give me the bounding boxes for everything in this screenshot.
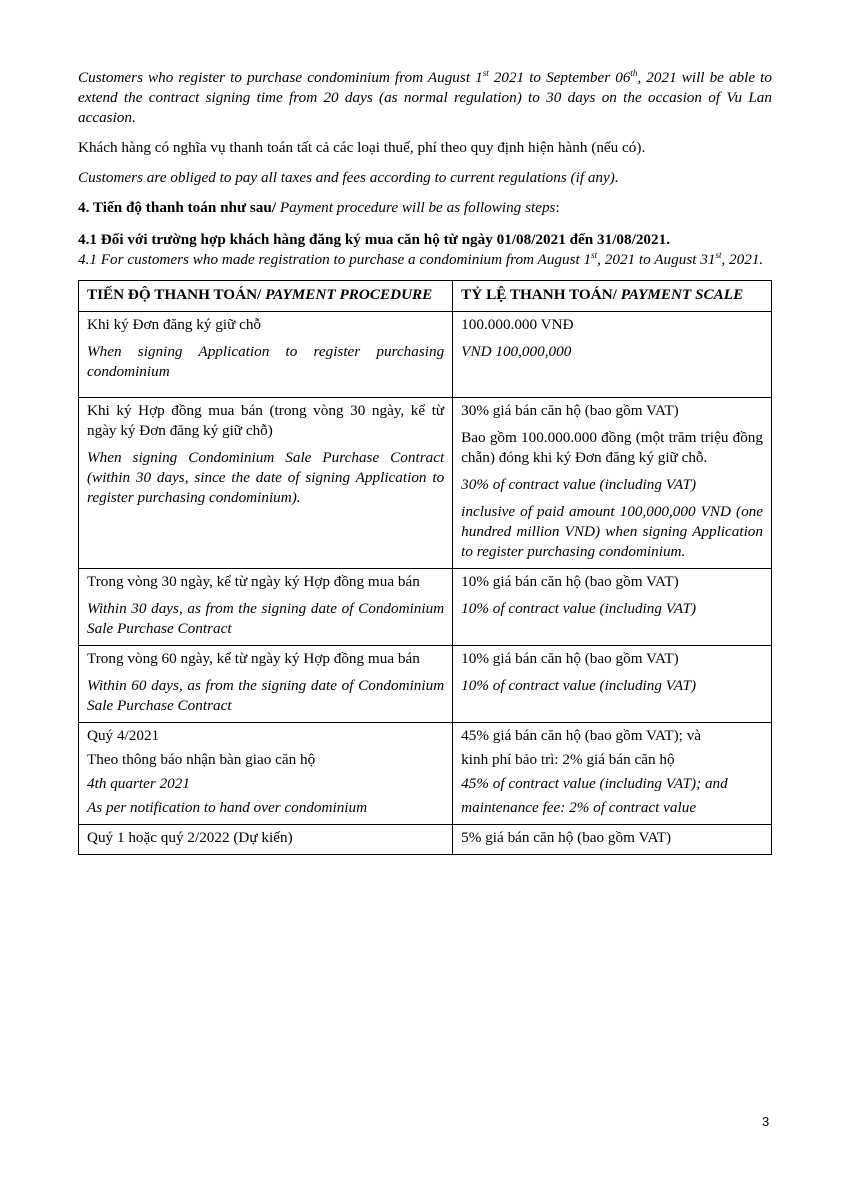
scale-cell xyxy=(453,569,772,646)
procedure-vi: Quý 1 hoặc quý 2/2022 (Dự kiến) xyxy=(87,829,293,846)
procedure-cell xyxy=(79,825,453,855)
scale-cell xyxy=(453,825,772,855)
scale-en: VND 100,000,000 xyxy=(461,343,572,360)
taxes-notice-vi: Khách hàng có nghĩa vụ thanh toán tất cả các loại thuế, phí theo quy định hiện hành (nếu có). xyxy=(78,139,646,156)
procedure-vi: Khi ký Đơn đăng ký giữ chỗ xyxy=(87,316,262,333)
section-4-1-heading-en: 4.1 For customers who made registration to purchase a condominium from August 1st, 2021 to August 31st, 2021. xyxy=(78,249,764,268)
procedure-cell xyxy=(79,569,453,646)
procedure-vi: Trong vòng 30 ngày, kể từ ngày ký Hợp đồng mua bán xyxy=(87,573,420,590)
section-4-1-heading-vi: 4.1 Đối với trường hợp khách hàng đăng ký mua căn hộ từ ngày 01/08/2021 đến 31/08/2021. xyxy=(78,231,671,248)
scale-vi-detail: kinh phí bảo trì: 2% giá bán căn hộ xyxy=(461,751,675,768)
table-row xyxy=(79,723,772,825)
scale-en: 10% of contract value (including VAT) xyxy=(461,677,697,694)
scale-vi: 30% giá bán căn hộ (bao gồm VAT) xyxy=(461,402,679,419)
scale-cell xyxy=(453,398,772,569)
procedure-vi: Khi ký Hợp đồng mua bán (trong vòng 30 ngày, kể từ ngày ký Đơn đăng ký giữ chỗ) xyxy=(87,402,445,439)
payment-schedule-table xyxy=(78,280,772,855)
table-row xyxy=(79,825,772,855)
section-4-heading: 4. Tiến độ thanh toán như sau/ Payment procedure will be as following steps: xyxy=(78,199,560,216)
header-payment-procedure: TIẾN ĐỘ THANH TOÁN/ PAYMENT PROCEDURE xyxy=(79,281,453,312)
scale-vi-detail: Bao gồm 100.000.000 đồng (một trăm triệu đồng chẵn) đóng khi ký Đơn đăng ký giữ chỗ. xyxy=(461,429,763,466)
extension-notice-en: Customers who register to purchase condominium from August 1st 2021 to September 06th, 2021 will be able to extend the contract signing time from 20 days (as normal regulation) to 30 days on the occasion of Vu Lan accasion. xyxy=(78,67,772,126)
procedure-cell xyxy=(79,398,453,569)
scale-en: 10% of contract value (including VAT) xyxy=(461,600,697,617)
procedure-vi: Quý 4/2021 xyxy=(87,727,160,744)
table-row xyxy=(79,398,772,569)
scale-en-detail: inclusive of paid amount 100,000,000 VND (one hundred million VND) when signing Application to register purchasing condominium. xyxy=(461,503,763,560)
procedure-en: When signing Condominium Sale Purchase Contract (within 30 days, since the date of signing Application to register purchasing condominium). xyxy=(87,449,445,506)
procedure-en: Within 30 days, as from the signing date of Condominium Sale Purchase Contract xyxy=(87,600,445,637)
scale-en: 30% of contract value (including VAT) xyxy=(461,476,697,493)
scale-cell xyxy=(453,646,772,723)
procedure-en: When signing Application to register purchasing condominium xyxy=(87,343,445,380)
header-payment-scale: TỶ LỆ THANH TOÁN/ PAYMENT SCALE xyxy=(453,281,772,312)
scale-vi: 5% giá bán căn hộ (bao gồm VAT) xyxy=(461,829,672,846)
procedure-vi: Trong vòng 60 ngày, kể từ ngày ký Hợp đồng mua bán xyxy=(87,650,420,667)
page-number: 3 xyxy=(762,1114,770,1129)
procedure-en: Within 60 days, as from the signing date of Condominium Sale Purchase Contract xyxy=(87,677,445,714)
table-header-row xyxy=(79,281,772,312)
document-page xyxy=(78,68,772,855)
scale-cell xyxy=(453,312,772,398)
scale-vi: 10% giá bán căn hộ (bao gồm VAT) xyxy=(461,573,679,590)
procedure-en: 4th quarter 2021 xyxy=(87,775,190,792)
scale-en-detail: maintenance fee: 2% of contract value xyxy=(461,799,697,816)
procedure-cell xyxy=(79,646,453,723)
procedure-cell xyxy=(79,312,453,398)
table-row xyxy=(79,646,772,723)
scale-vi: 45% giá bán căn hộ (bao gồm VAT); và xyxy=(461,727,702,744)
scale-vi: 100.000.000 VNĐ xyxy=(461,316,574,333)
scale-cell xyxy=(453,723,772,825)
procedure-cell xyxy=(79,723,453,825)
table-row xyxy=(79,312,772,398)
scale-en: 45% of contract value (including VAT); and xyxy=(461,775,728,792)
scale-vi: 10% giá bán căn hộ (bao gồm VAT) xyxy=(461,650,679,667)
table-row xyxy=(79,569,772,646)
procedure-en-detail: As per notification to hand over condominium xyxy=(87,799,368,816)
taxes-notice-en: Customers are obliged to pay all taxes and fees according to current regulations (if any). xyxy=(78,169,619,186)
procedure-vi-detail: Theo thông báo nhận bàn giao căn hộ xyxy=(87,751,316,768)
